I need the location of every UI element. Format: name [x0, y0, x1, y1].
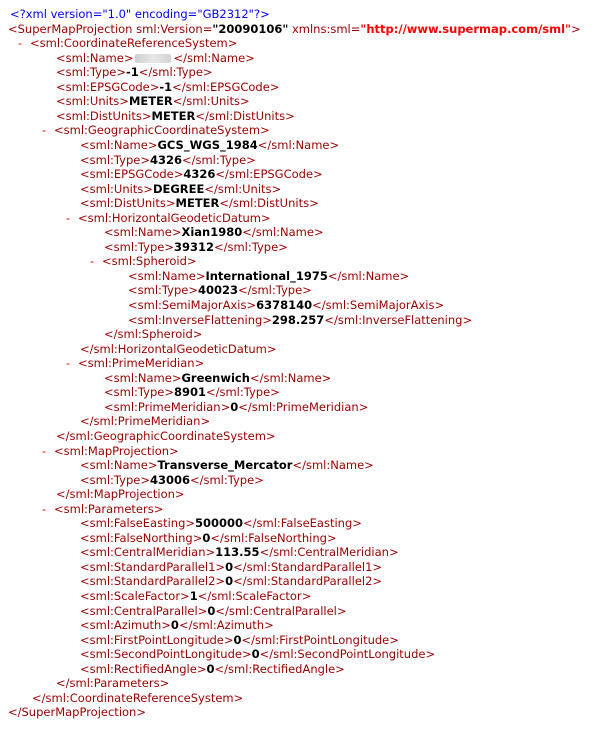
xml-declaration	[10, 7, 270, 22]
collapse-toggle[interactable]: -	[66, 210, 71, 225]
element-value: GCS_WGS_1984	[157, 137, 258, 152]
attr-version-value: "20090106"	[212, 21, 289, 36]
xml-element-standardparallel1	[80, 560, 382, 575]
root-close-tag: </SuperMapProjection>	[8, 705, 146, 720]
open-tag: <sml:Units>	[56, 94, 129, 109]
open-tag: <sml:Type>	[104, 385, 174, 400]
open-tag: <sml:HorizontalGeodeticDatum>	[78, 210, 271, 225]
xml-element-distunits	[80, 196, 319, 211]
xml-node-close-mapprojection	[56, 487, 185, 502]
element-value: International_1975	[205, 268, 328, 283]
close-tag: </sml:GeographicCoordinateSystem>	[56, 428, 276, 443]
close-tag: </sml:Type>	[138, 65, 213, 80]
element-value: 0	[225, 574, 234, 589]
open-tag: <sml:SecondPointLongitude>	[80, 647, 252, 662]
element-value: 0	[206, 661, 215, 676]
element-value: 0	[233, 632, 242, 647]
xml-element-name	[80, 138, 339, 153]
open-tag: <sml:DistUnits>	[56, 108, 152, 123]
open-tag: <sml:PrimeMeridian>	[78, 356, 205, 371]
close-tag: </sml:Name>	[257, 137, 340, 152]
open-tag: <sml:CoordinateReferenceSystem>	[30, 36, 238, 51]
element-value: 0	[251, 647, 260, 662]
xml-element-name	[80, 458, 374, 473]
attr-xmlns-name: xmlns:sml	[288, 21, 351, 36]
close-tag: </sml:FalseNorthing>	[210, 530, 337, 545]
open-tag: <sml:CentralMeridian>	[80, 545, 216, 560]
close-tag: </sml:CoordinateReferenceSystem>	[32, 690, 244, 705]
open-tag: <sml:MapProjection>	[54, 443, 179, 458]
close-tag: </sml:SecondPointLongitude>	[259, 647, 436, 662]
element-value: 0	[170, 618, 179, 633]
equals-sign: =	[202, 21, 213, 36]
element-value: 0	[225, 559, 234, 574]
close-tag: </sml:Units>	[172, 94, 250, 109]
xml-element-rectifiedangle	[80, 662, 345, 677]
open-tag: <sml:Type>	[104, 239, 174, 254]
close-tag: </sml:Units>	[204, 181, 282, 196]
xml-node-close-primemeridian	[80, 414, 210, 429]
close-tag: </sml:RectifiedAngle>	[214, 661, 345, 676]
open-tag: <sml:Type>	[80, 152, 150, 167]
open-tag: <sml:Type>	[56, 65, 126, 80]
element-value: 0	[230, 399, 239, 414]
xml-element-secondpointlongitude	[80, 647, 435, 662]
processing-instruction: <?xml version="1.0" encoding="GB2312"?>	[10, 7, 270, 21]
close-tag: </sml:PrimeMeridian>	[80, 414, 211, 429]
close-tag: </sml:CentralMeridian>	[259, 545, 399, 560]
open-tag: <sml:Name>	[128, 268, 206, 283]
open-tag: <sml:Name>	[56, 50, 134, 65]
xml-node-close-horizontalgeodeticdatum	[80, 342, 276, 357]
collapse-toggle[interactable]: -	[42, 501, 47, 516]
element-value: 40023	[197, 283, 238, 298]
open-tag: <sml:SemiMajorAxis>	[128, 298, 257, 312]
xml-element-type	[80, 153, 256, 168]
xml-node-spheroid	[90, 254, 197, 269]
open-tag: <sml:FalseEasting>	[80, 516, 195, 531]
element-value: 113.55	[215, 545, 260, 560]
xml-element-type	[104, 385, 280, 400]
open-tag: <sml:CentralParallel>	[80, 603, 208, 618]
element-value: METER	[175, 196, 220, 211]
xml-element-type	[56, 65, 213, 80]
element-value: 8901	[173, 385, 206, 400]
element-value: 6378140	[256, 298, 313, 312]
element-value: -1	[125, 65, 139, 80]
open-tag: <sml:EPSGCode>	[80, 167, 184, 182]
close-tag: </sml:MapProjection>	[56, 487, 185, 502]
collapse-toggle[interactable]: -	[90, 254, 95, 269]
close-tag: </sml:Spheroid>	[104, 327, 203, 342]
element-value: METER	[128, 94, 173, 109]
attr-version-name: sml:Version	[132, 21, 203, 36]
collapse-toggle[interactable]: -	[42, 443, 47, 458]
xml-element-units	[56, 94, 250, 109]
open-tag: <sml:Azimuth>	[80, 618, 171, 633]
open-tag: <sml:FalseNorthing>	[80, 530, 203, 545]
open-tag: <sml:Name>	[80, 458, 158, 473]
close-tag: </sml:Type>	[237, 283, 312, 298]
close-tag: </sml:Type>	[189, 472, 264, 487]
xml-node-close-parameters	[56, 676, 169, 691]
xml-element-name	[104, 225, 324, 240]
xml-root-open	[8, 22, 581, 37]
equals-sign: =	[350, 21, 361, 36]
element-value: METER	[151, 108, 196, 123]
open-tag: <sml:FirstPointLongitude>	[80, 632, 234, 647]
close-tag: </sml:HorizontalGeodeticDatum>	[80, 341, 277, 356]
xml-element-centralmeridian	[80, 545, 399, 560]
xml-node-parameters	[42, 502, 163, 517]
open-tag: <sml:DistUnits>	[80, 196, 176, 211]
close-tag: </sml:EPSGCode>	[215, 167, 323, 182]
element-value: -1	[159, 79, 173, 94]
close-tag: </sml:Type>	[205, 385, 280, 400]
close-tag: </sml:Name>	[249, 370, 332, 385]
xml-node-horizontalgeodeticdatum	[66, 211, 271, 226]
xml-element-name	[104, 371, 331, 386]
xml-node-mapprojection	[42, 444, 179, 459]
close-tag: </sml:Parameters>	[56, 676, 170, 691]
xml-element-standardparallel2	[80, 574, 382, 589]
element-value: DEGREE	[152, 181, 205, 196]
close-tag: </sml:DistUnits>	[195, 108, 295, 123]
xml-element-type	[104, 240, 288, 255]
xml-node-close-coordinatereferencesystem	[32, 691, 243, 706]
element-value: Xian1980	[181, 225, 243, 240]
xml-node-close-spheroid	[104, 327, 202, 342]
close-tag: </sml:PrimeMeridian>	[238, 399, 369, 414]
collapse-toggle[interactable]: -	[42, 123, 47, 138]
close-tag: </sml:FirstPointLongitude>	[241, 632, 399, 647]
element-value: 39312	[173, 239, 214, 254]
element-value: Greenwich	[181, 370, 250, 385]
close-tag: </sml:Name>	[327, 268, 410, 283]
close-tag: </sml:Type>	[213, 239, 288, 254]
xml-element-centralparallel	[80, 604, 347, 619]
xml-element-type	[80, 473, 264, 488]
element-value: 500000	[195, 516, 244, 531]
xml-element-distunits	[56, 109, 295, 124]
xml-element-epsgcode	[80, 167, 323, 182]
element-value: 43006	[149, 472, 190, 487]
xml-element-firstpointlongitude	[80, 633, 399, 648]
open-tag: <sml:EPSGCode>	[56, 79, 160, 94]
xml-element-inverseflattening	[128, 313, 472, 328]
xml-element-scalefactor	[80, 589, 311, 604]
xml-element-units	[80, 182, 281, 197]
open-tag: <sml:InverseFlattening>	[128, 312, 272, 327]
close-tag: </sml:Type>	[181, 152, 256, 167]
close-tag: </sml:CentralParallel>	[215, 603, 347, 618]
close-tag: </sml:Name>	[173, 50, 255, 65]
close-tag: </sml:InverseFlattening>	[324, 312, 473, 327]
open-tag: <sml:Spheroid>	[102, 254, 197, 269]
open-tag: <sml:GeographicCoordinateSystem>	[54, 123, 270, 138]
xml-root-close	[8, 705, 146, 720]
root-open-tag: <SuperMapProjection	[8, 21, 133, 36]
close-tag: </sml:Azimuth>	[178, 618, 274, 633]
element-value: Transverse_Mercator	[157, 458, 293, 473]
close-tag: </sml:SemiMajorAxis>	[312, 298, 445, 312]
close-tag: </sml:StandardParallel1>	[233, 559, 383, 574]
open-tag: <sml:Name>	[104, 370, 182, 385]
close-tag: </sml:StandardParallel2>	[233, 574, 383, 589]
open-tag: <sml:Parameters>	[54, 501, 164, 516]
open-tag: <sml:StandardParallel2>	[80, 574, 226, 589]
close-tag: </sml:Name>	[242, 225, 324, 240]
open-tag: <sml:ScaleFactor>	[80, 589, 190, 603]
element-value: 0	[207, 603, 216, 618]
xml-node-coordinatereferencesystem	[18, 36, 237, 51]
collapse-toggle[interactable]: -	[66, 356, 71, 371]
element-value: 4326	[183, 167, 216, 182]
open-tag: <sml:Type>	[128, 283, 198, 298]
close-tag: </sml:ScaleFactor>	[197, 589, 312, 603]
collapse-toggle[interactable]: -	[18, 36, 23, 51]
xml-element-name	[128, 269, 409, 284]
xml-element-semimajoraxis	[128, 298, 444, 313]
xml-element-type	[128, 283, 312, 298]
open-tag: <sml:Units>	[80, 181, 153, 196]
open-tag: <sml:Name>	[104, 225, 182, 240]
xml-node-close-geographiccoordinatesystem	[56, 429, 276, 444]
xml-element-azimuth	[80, 618, 274, 633]
open-tag: <sml:PrimeMeridian>	[104, 399, 231, 414]
element-value: 4326	[149, 152, 182, 167]
close-tag: </sml:DistUnits>	[219, 196, 319, 211]
xml-element-falseeasting	[80, 516, 362, 531]
close-tag: </sml:Name>	[292, 458, 374, 473]
redacted-value	[135, 54, 171, 63]
element-value: 298.257	[271, 312, 325, 327]
open-tag: <sml:StandardParallel1>	[80, 559, 226, 574]
open-tag: <sml:Name>	[80, 137, 158, 152]
xml-element-falsenorthing	[80, 531, 337, 546]
xml-node-primemeridian	[66, 356, 204, 371]
root-open-tag-end: >	[571, 21, 581, 36]
xml-element-primemeridian	[104, 400, 368, 415]
xml-element-name	[56, 51, 255, 66]
element-value: 0	[202, 530, 211, 545]
attr-xmlns-value: "http://www.supermap.com/sml"	[360, 21, 572, 36]
element-value: 1	[189, 589, 198, 603]
close-tag: </sml:FalseEasting>	[243, 516, 362, 531]
open-tag: <sml:RectifiedAngle>	[80, 661, 207, 676]
xml-node-geographiccoordinatesystem	[42, 123, 270, 138]
close-tag: </sml:EPSGCode>	[172, 79, 280, 94]
open-tag: <sml:Type>	[80, 472, 150, 487]
xml-element-epsgcode	[56, 80, 279, 95]
